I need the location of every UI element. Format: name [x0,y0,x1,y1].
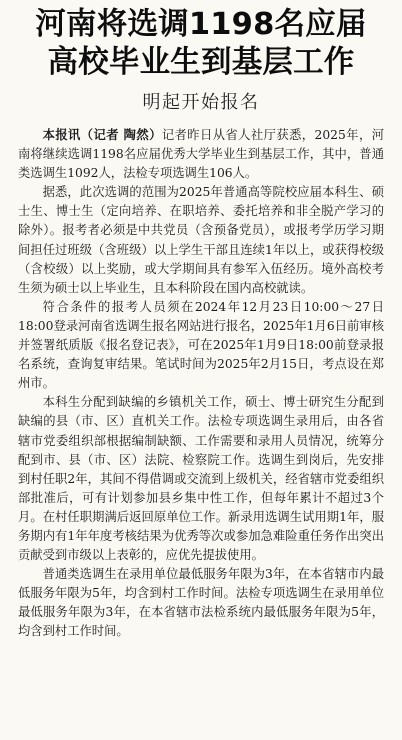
byline-lead-in: 本报讯（记者 陶然） [42,128,162,142]
headline-line-1: 河南将选调1198名应届 [35,7,367,42]
paragraph-3: 符合条件的报考人员须在2024年12月23日10:00～27日18:00登录河南省选调生报名网站进行报名，2025年1月6日前审核并签署纸质版《报名登记表》，可在2025年1月9日18:00前登录报名系统，查询复审结果。笔试时间为2025年2月15日，考点设在郑州市。 [18,299,384,391]
paragraph-2: 据悉，此次选调的范围为2025年普通高等院校应届本科生、硕士生、博士生（定向培养、在职培养、委托培养和非全脱产学习的除外）。报考者必须是中共党员（含预备党员），或报考学历学习期间担任过班级（含班级）以上学生干部且连续1年以上，或获得校级（含校级）以上奖励，或大学期间具有参军入伍经历。境外高校考生须为硕士以上毕业生，且本科阶段在国内高校就读。 [18,185,384,295]
paragraph-4: 本科生分配到缺编的乡镇机关工作，硕士、博士研究生分配到缺编的县（市、区）直机关工作。法检专项选调生录用后，由各省辖市党委组织部根据编制缺额、工作需要和录用人员情况，统筹分配到市、县（市、区）法院、检察院工作。选调生到岗后，先安排到村任职2年，其间不得借调或交流到上级机关，经省辖市党委组织部批准后，可有计划参加县乡集中性工作，但每年累计不超过3个月。在村任职期满后返回原单位工作。新录用选调生试用期1年，服务期内有1年年度考核结果为优秀等次或参加急难险重任务作出突出贡献受到市级以上表彰的，应优先提拔使用。 [18,395,384,563]
paragraph-1-text: 记者昨日从省人社厅获悉，2025年，河南将继续选调1198名应届优秀大学毕业生到基层工作，其中，普通类选调生1092人，法检专项选调生106人。 [18,128,384,181]
headline [18,6,384,82]
paragraph-1 [18,126,384,183]
paragraph-5: 普通类选调生在录用单位最低服务年限为3年，在本省辖市内最低服务年限为5年，均含到村工作时间。法检专项选调生在录用单位最低服务年限为3年，在本省辖市法检系统内最低服务年限为5年，均含到村工作时间。 [18,567,384,639]
subheadline: 明起开始报名 [142,92,260,113]
article-body [18,126,384,642]
headline-line-2: 高校毕业生到基层工作 [47,45,355,80]
